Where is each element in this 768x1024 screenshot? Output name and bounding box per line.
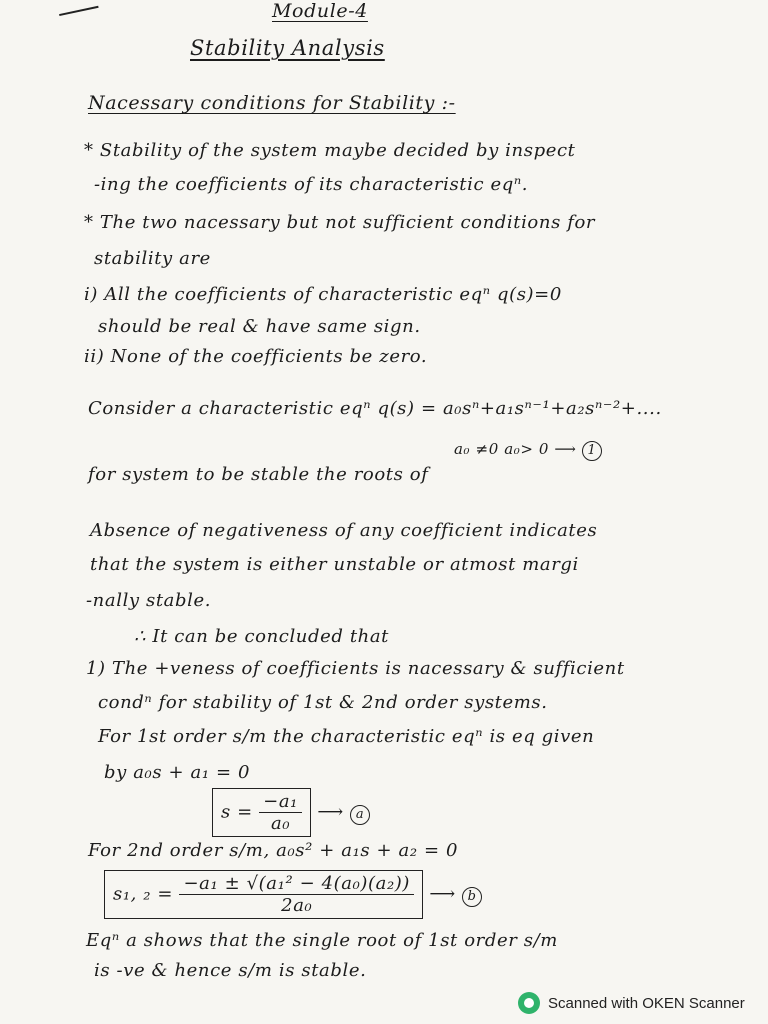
text-line — [454, 440, 602, 461]
text-line: Eqⁿ a shows that the single root of 1st order s/m — [86, 930, 558, 951]
text-line: -ing the coefficients of its characteristic eqⁿ. — [94, 174, 529, 195]
text-line: i) All the coefficients of characteristic eqⁿ q(s)=0 — [84, 284, 562, 305]
numerator: −a₁ — [259, 791, 302, 813]
equation-lhs: s = — [221, 801, 253, 823]
arrow-icon: ⟶ — [317, 801, 344, 823]
text-line: condⁿ for stability of 1st & 2nd order systems. — [98, 692, 548, 713]
page-title: Stability Analysis — [190, 36, 385, 60]
scanner-watermark — [518, 992, 745, 1014]
boxed-equation — [104, 870, 423, 919]
denominator: 2a₀ — [281, 895, 313, 916]
module-label: Module-4 — [272, 0, 368, 22]
text-line: * The two nacessary but not sufficient conditions for — [84, 212, 596, 233]
text-line: ∴ It can be concluded that — [134, 626, 390, 647]
equation-a — [212, 788, 370, 837]
fraction — [179, 873, 414, 916]
text-line: by a₀s + a₁ = 0 — [104, 762, 251, 783]
scanner-text: Scanned with OKEN Scanner — [548, 994, 745, 1012]
text-line: Absence of negativeness of any coefficient indicates — [90, 520, 598, 541]
text-line: stability are — [94, 248, 211, 269]
equation-marker: b — [462, 887, 482, 907]
boxed-equation — [212, 788, 311, 837]
denominator: a₀ — [271, 813, 291, 834]
condition-text: a₀ ≠0 a₀> 0 ⟶ — [454, 440, 577, 458]
section-heading: Nacessary conditions for Stability :- — [88, 92, 456, 114]
fraction — [259, 791, 302, 834]
text-line: ii) None of the coefficients be zero. — [84, 346, 428, 367]
text-line: * Stability of the system maybe decided by inspect — [84, 140, 576, 161]
text-line: that the system is either unstable or atmost margi — [90, 554, 579, 575]
equation-marker: a — [350, 805, 370, 825]
arrow-icon: ⟶ — [429, 883, 456, 905]
equation-lhs: s₁, ₂ = — [113, 883, 174, 905]
text-line: Consider a characteristic eqⁿ q(s) = a₀sⁿ+a₁sⁿ⁻¹+a₂sⁿ⁻²+.... — [88, 398, 662, 419]
text-line: For 1st order s/m the characteristic eqⁿ is eq given — [98, 726, 595, 747]
equation-marker: 1 — [582, 441, 602, 461]
pen-stroke — [57, 0, 98, 16]
text-line: should be real & have same sign. — [98, 316, 421, 337]
text-line: -nally stable. — [86, 590, 212, 611]
numerator: −a₁ ± √(a₁² − 4(a₀)(a₂)) — [179, 873, 414, 895]
text-line: 1) The +veness of coefficients is nacessary & sufficient — [86, 658, 625, 679]
equation-b — [104, 870, 482, 919]
scanner-logo-icon — [518, 992, 540, 1014]
text-line: is -ve & hence s/m is stable. — [94, 960, 367, 981]
text-line: For 2nd order s/m, a₀s² + a₁s + a₂ = 0 — [88, 840, 459, 861]
text-line: for system to be stable the roots of — [88, 464, 429, 485]
